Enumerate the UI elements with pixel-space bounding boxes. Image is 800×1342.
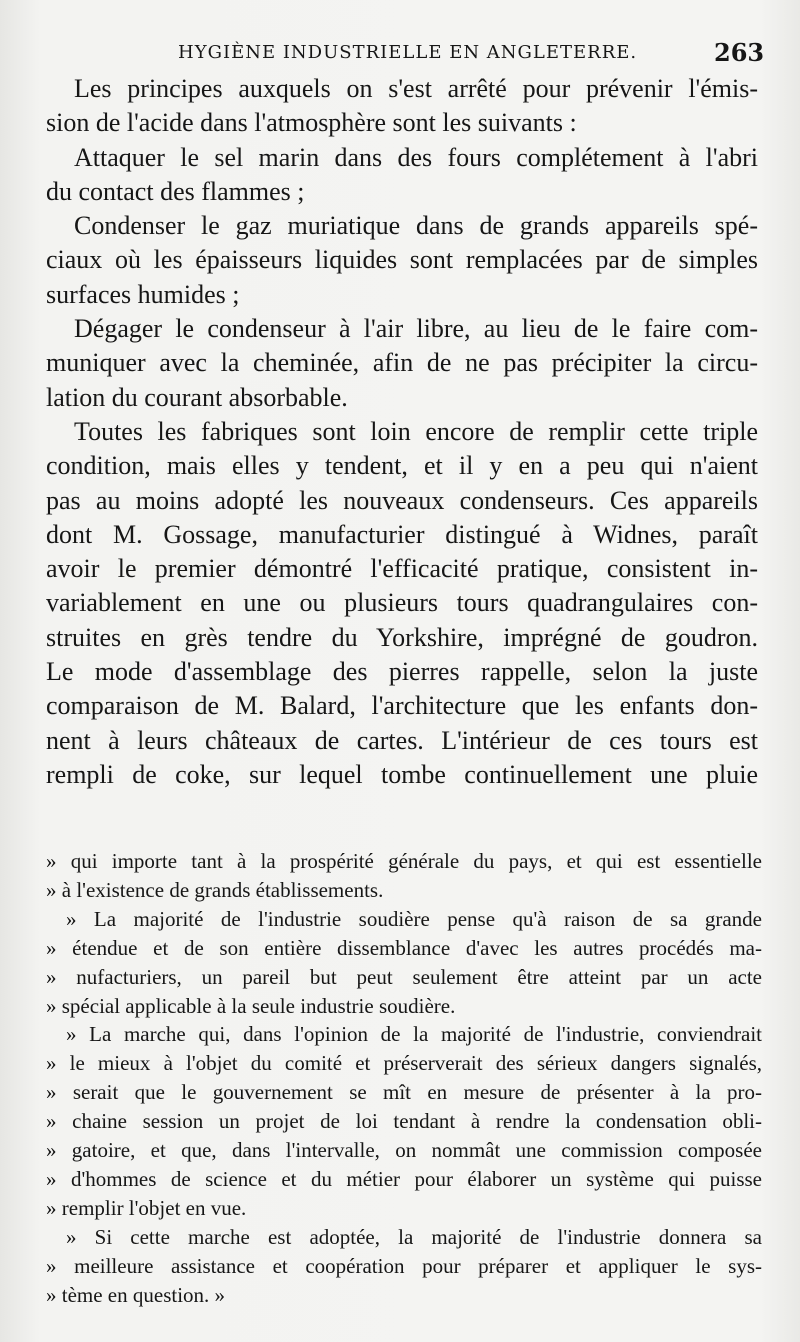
quote-line: » nufacturiers, un pareil but peut seulement être atteint par un acte: [46, 964, 762, 989]
text-line: Attaquer le sel marin dans des fours complétement à l'abri: [74, 142, 758, 172]
quote-line: » spécial applicable à la seule industrie soudière.: [46, 993, 456, 1018]
text-line: Le mode d'assemblage des pierres rappelle, selon la juste: [46, 657, 758, 687]
quote-line: » chaine session un projet de loi tendant à rendre la condensation obli-: [46, 1109, 762, 1134]
text-line: variablement en une ou plusieurs tours quadrangulaires con-: [46, 588, 758, 618]
text-line: rempli de coke, sur lequel tombe continuellement une pluie: [46, 759, 758, 789]
text-line: dont M. Gossage, manufacturier distingué à Widnes, paraît: [46, 519, 758, 549]
text-line: surfaces humides ;: [46, 279, 240, 309]
text-line: Condenser le gaz muriatique dans de grands appareils spé-: [74, 211, 758, 241]
page-number: 263: [714, 38, 765, 67]
quote-line: » d'hommes de science et du métier pour élaborer un système qui puisse: [46, 1166, 762, 1191]
quote-line: » qui importe tant à la prospérité générale du pays, et qui est essentielle: [46, 849, 762, 873]
text-line: condition, mais elles y tendent, et il y en a peu qui n'aient: [46, 451, 758, 481]
text-line: pas au moins adopté les nouveaux condenseurs. Ces appareils: [46, 485, 758, 515]
text-line: du contact des flammes ;: [46, 176, 305, 206]
quote-line: » gatoire, et que, dans l'intervalle, on nommât une commission composée: [46, 1138, 762, 1163]
text-line: Les principes auxquels on s'est arrêté pour prévenir l'émis-: [74, 74, 758, 103]
quote-line: » Si cette marche est adoptée, la majorité de l'industrie donnera sa: [66, 1224, 762, 1249]
quote-line: » étendue et de son entière dissemblance d'avec les autres procédés ma-: [46, 935, 762, 960]
text-line: comparaison de M. Balard, l'architecture que les enfants don-: [46, 691, 758, 721]
quote-line: » tème en question. »: [46, 1282, 226, 1307]
text-line: nent à leurs châteaux de cartes. L'intérieur de ces tours est: [46, 725, 758, 755]
quote-line: » à l'existence de grands établissements.: [46, 877, 384, 902]
quote-line: » serait que le gouvernement se mît en mesure de présenter à la pro-: [46, 1080, 762, 1105]
main-text: [46, 72, 758, 792]
text-line: ciaux où les épaisseurs liquides sont remplacées par de simples: [46, 245, 758, 275]
text-line: sion de l'acide dans l'atmosphère sont les suivants :: [46, 108, 577, 138]
text-line: muniquer avec la cheminée, afin de ne pas précipiter la circu-: [46, 348, 758, 378]
quote-line: » La majorité de l'industrie soudière pense qu'à raison de sa grande: [66, 906, 762, 931]
footnote-quote: [46, 847, 762, 1310]
running-title: HYGIÈNE INDUSTRIELLE EN ANGLETERRE.: [178, 42, 638, 63]
page-header: [0, 38, 800, 72]
quote-line: » meilleure assistance et coopération pour préparer et appliquer le sys-: [46, 1253, 762, 1278]
text-line: avoir le premier démontré l'efficacité pratique, consistent in-: [46, 554, 758, 584]
text-line: Toutes les fabriques sont loin encore de remplir cette triple: [74, 416, 758, 446]
text-line: Dégager le condenseur à l'air libre, au lieu de le faire com-: [74, 314, 758, 344]
text-line: lation du courant absorbable.: [46, 382, 348, 412]
quote-line: » La marche qui, dans l'opinion de la majorité de l'industrie, conviendrait: [66, 1022, 762, 1047]
text-line: struites en grès tendre du Yorkshire, imprégné de goudron.: [46, 622, 758, 652]
quote-line: » remplir l'objet en vue.: [46, 1195, 247, 1220]
quote-line: » le mieux à l'objet du comité et préserverait des sérieux dangers signalés,: [46, 1051, 762, 1076]
